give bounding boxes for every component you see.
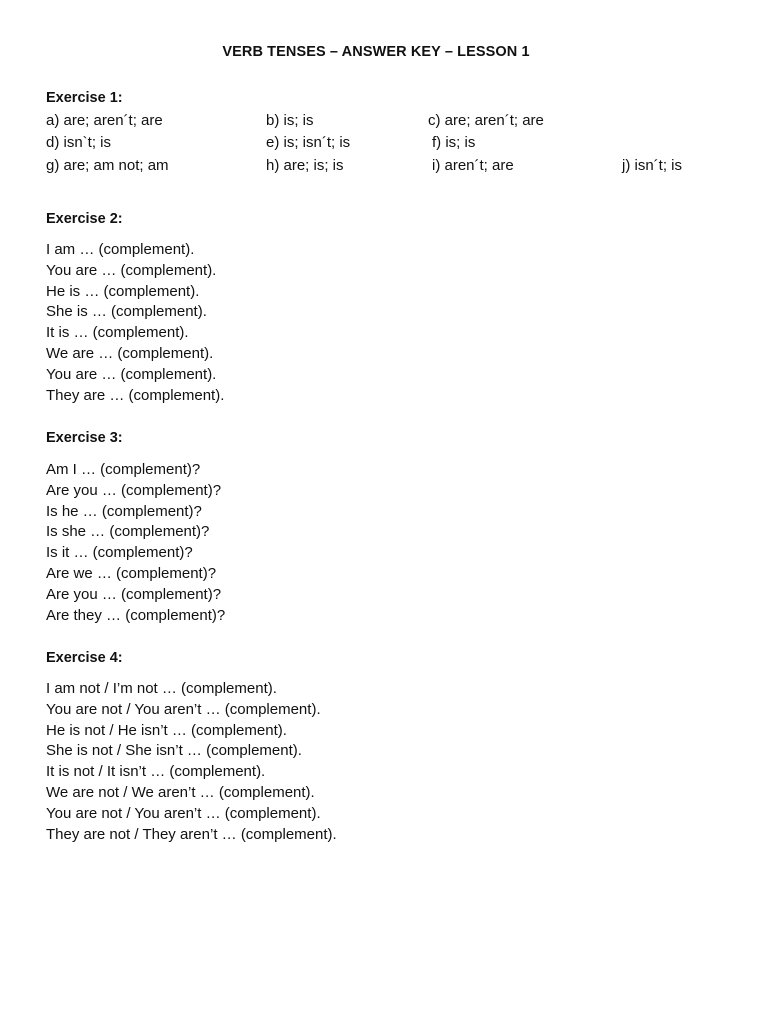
list-item: She is … (complement).	[46, 303, 207, 321]
list-item: They are not / They aren’t … (complement).	[46, 825, 337, 843]
exercise-2-list	[46, 240, 224, 406]
list-item: We are not / We aren’t … (complement).	[46, 783, 315, 801]
list-item: Is it … (complement)?	[46, 544, 193, 562]
list-item: Are you … (complement)?	[46, 481, 222, 499]
list-item: Is he … (complement)?	[46, 502, 202, 520]
list-item: She is not / She isn’t … (complement).	[46, 742, 302, 760]
exercise-1-answer-i: i) aren´t; are	[432, 157, 514, 174]
list-item: I am … (complement).	[46, 241, 195, 258]
list-item: You are … (complement).	[46, 261, 217, 279]
list-item: They are … (complement).	[46, 386, 225, 404]
exercise-4-list	[46, 679, 337, 845]
list-item: It is … (complement).	[46, 324, 189, 342]
exercise-1-answer-b: b) is; is	[266, 112, 314, 129]
list-item: Are you … (complement)?	[46, 585, 222, 603]
list-item: I am not / I’m not … (complement).	[46, 680, 277, 697]
list-item: Are they … (complement)?	[46, 606, 226, 624]
list-item: We are … (complement).	[46, 344, 214, 362]
exercise-1-answer-e: e) is; isn´t; is	[266, 134, 351, 151]
exercise-4-heading: Exercise 4:	[46, 650, 123, 666]
list-item: You are not / You aren’t … (complement).	[46, 700, 321, 718]
exercise-1-heading: Exercise 1:	[46, 90, 123, 106]
exercise-3-list	[46, 460, 225, 626]
exercise-1-answer-d: d) isn`t; is	[46, 134, 112, 151]
exercise-1-answer-h: h) are; is; is	[266, 157, 344, 174]
exercise-1-answer-f: f) is; is	[432, 134, 476, 151]
list-item: He is not / He isn’t … (complement).	[46, 721, 287, 739]
list-item: Are we … (complement)?	[46, 564, 217, 582]
exercise-1-answer-g: g) are; am not; am	[46, 157, 169, 174]
exercise-3-heading: Exercise 3:	[46, 430, 123, 446]
list-item: Is she … (complement)?	[46, 523, 210, 541]
list-item: He is … (complement).	[46, 282, 200, 300]
document-title: VERB TENSES – ANSWER KEY – LESSON 1	[222, 44, 530, 60]
exercise-2-heading: Exercise 2:	[46, 211, 123, 227]
exercise-1-answer-a: a) are; aren´t; are	[46, 112, 163, 129]
list-item: It is not / It isn’t … (complement).	[46, 763, 266, 781]
list-item: You are not / You aren’t … (complement).	[46, 804, 321, 822]
exercise-1-answer-c: c) are; aren´t; are	[428, 112, 544, 129]
exercise-1-answer-j: j) isn´t; is	[622, 157, 682, 174]
list-item: You are … (complement).	[46, 365, 217, 383]
list-item: Am I … (complement)?	[46, 461, 201, 478]
